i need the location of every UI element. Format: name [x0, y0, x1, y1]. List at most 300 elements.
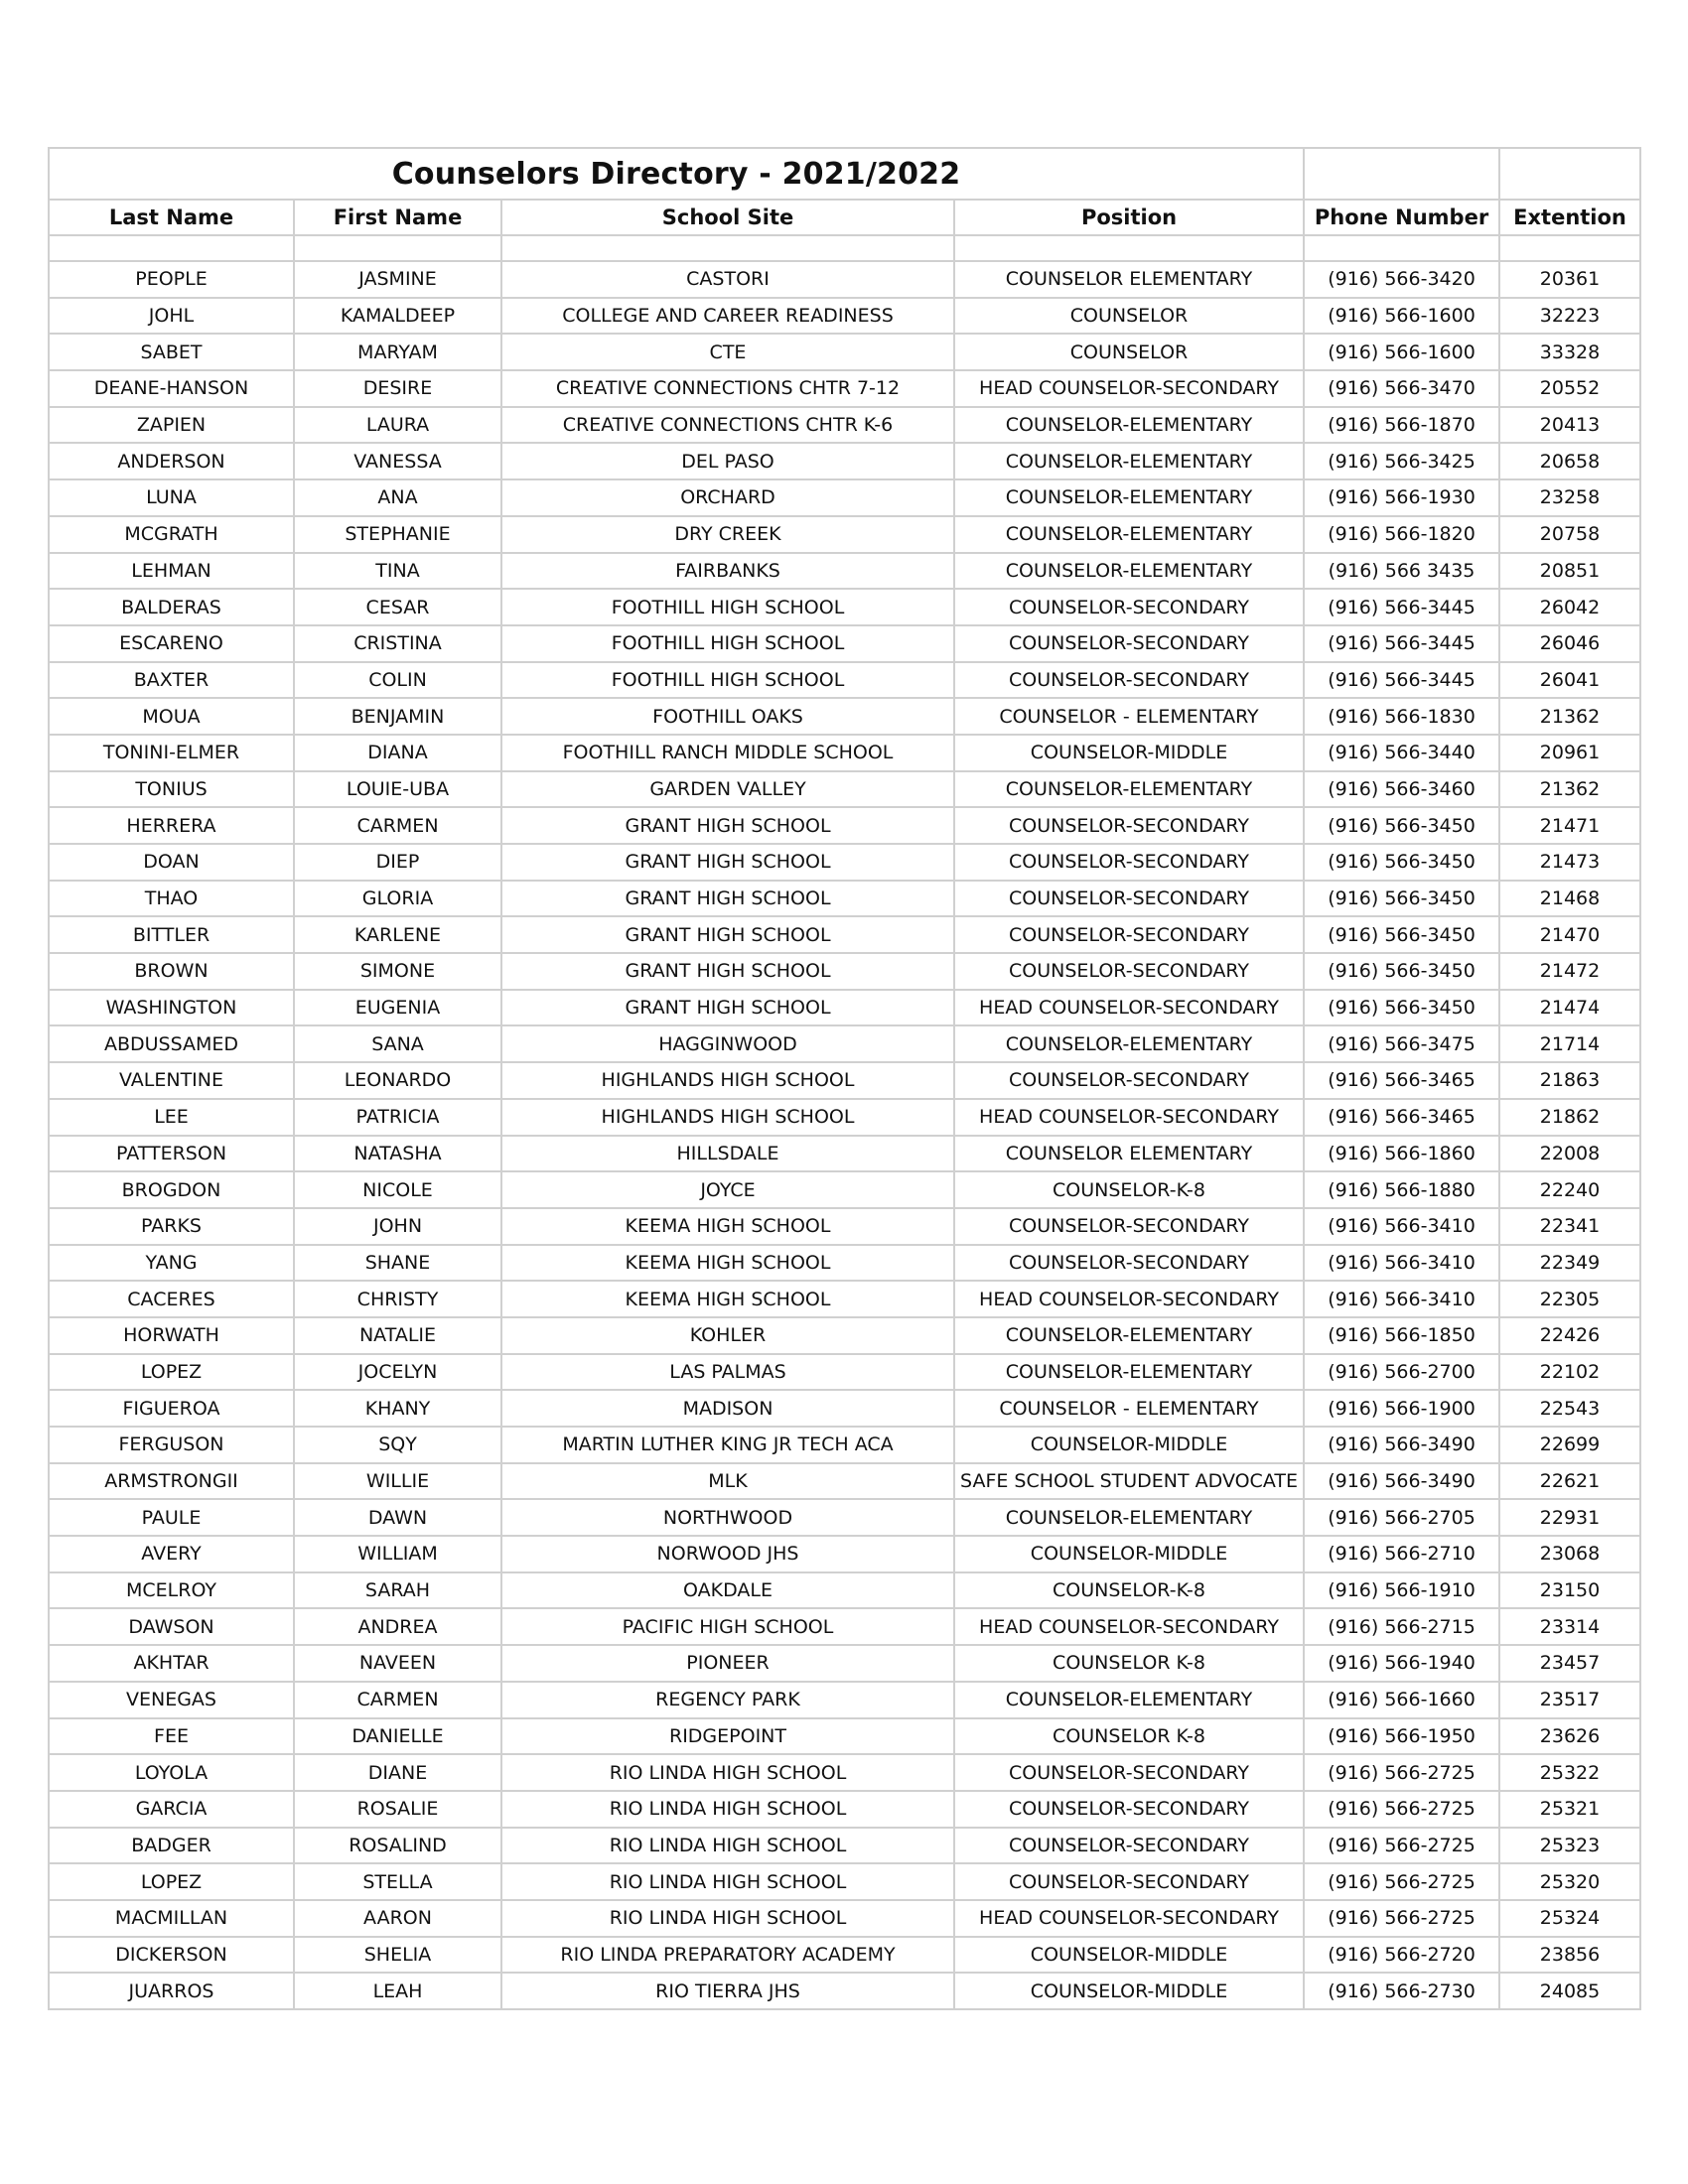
- first-name-cell: VANESSA: [294, 443, 501, 479]
- phone-number-cell: (916) 566-3425: [1304, 443, 1499, 479]
- column-header-school-site: School Site: [501, 200, 954, 235]
- extention-cell: 21472: [1499, 953, 1640, 990]
- table-row: [49, 1645, 1640, 1682]
- table-row: [49, 698, 1640, 735]
- table-row: [49, 1718, 1640, 1755]
- extention-cell: 25321: [1499, 1791, 1640, 1828]
- position-cell: COUNSELOR-SECONDARY: [954, 589, 1304, 625]
- first-name-cell: SQY: [294, 1427, 501, 1463]
- first-name-cell: STELLA: [294, 1863, 501, 1900]
- first-name-cell: DIEP: [294, 844, 501, 881]
- table-row: [49, 589, 1640, 625]
- table-row: [49, 516, 1640, 553]
- column-header-extention: Extention: [1499, 200, 1640, 235]
- extention-cell: 24085: [1499, 1973, 1640, 2009]
- last-name-cell: FEE: [49, 1718, 294, 1755]
- position-cell: COUNSELOR-ELEMENTARY: [954, 1317, 1304, 1354]
- phone-number-cell: (916) 566-2715: [1304, 1608, 1499, 1645]
- phone-number-cell: (916) 566-1820: [1304, 516, 1499, 553]
- school-site-cell: GRANT HIGH SCHOOL: [501, 953, 954, 990]
- last-name-cell: AKHTAR: [49, 1645, 294, 1682]
- position-cell: HEAD COUNSELOR-SECONDARY: [954, 1281, 1304, 1317]
- position-cell: COUNSELOR-SECONDARY: [954, 916, 1304, 953]
- first-name-cell: JASMINE: [294, 261, 501, 298]
- extention-cell: 22008: [1499, 1136, 1640, 1172]
- phone-number-cell: (916) 566-3450: [1304, 844, 1499, 881]
- school-site-cell: ORCHARD: [501, 479, 954, 516]
- school-site-cell: PACIFIC HIGH SCHOOL: [501, 1608, 954, 1645]
- position-cell: HEAD COUNSELOR-SECONDARY: [954, 1900, 1304, 1937]
- phone-number-cell: (916) 566-3460: [1304, 771, 1499, 808]
- table-row: [49, 553, 1640, 590]
- phone-number-cell: (916) 566-3445: [1304, 589, 1499, 625]
- position-cell: COUNSELOR-ELEMENTARY: [954, 407, 1304, 444]
- position-cell: COUNSELOR K-8: [954, 1718, 1304, 1755]
- school-site-cell: OAKDALE: [501, 1572, 954, 1609]
- extention-cell: 23856: [1499, 1937, 1640, 1974]
- title-row-empty-cell: [1499, 148, 1640, 200]
- phone-number-cell: (916) 566-1910: [1304, 1572, 1499, 1609]
- phone-number-cell: (916) 566-2730: [1304, 1973, 1499, 2009]
- last-name-cell: GARCIA: [49, 1791, 294, 1828]
- table-row: [49, 844, 1640, 881]
- position-cell: COUNSELOR-ELEMENTARY: [954, 479, 1304, 516]
- position-cell: COUNSELOR ELEMENTARY: [954, 1136, 1304, 1172]
- phone-number-cell: (916) 566-3410: [1304, 1281, 1499, 1317]
- extention-cell: 22305: [1499, 1281, 1640, 1317]
- school-site-cell: HILLSDALE: [501, 1136, 954, 1172]
- extention-cell: 21362: [1499, 698, 1640, 735]
- last-name-cell: ABDUSSAMED: [49, 1025, 294, 1062]
- extention-cell: 22426: [1499, 1317, 1640, 1354]
- table-row: [49, 881, 1640, 917]
- last-name-cell: DICKERSON: [49, 1937, 294, 1974]
- school-site-cell: PIONEER: [501, 1645, 954, 1682]
- school-site-cell: GRANT HIGH SCHOOL: [501, 916, 954, 953]
- position-cell: COUNSELOR-ELEMENTARY: [954, 1499, 1304, 1536]
- last-name-cell: DOAN: [49, 844, 294, 881]
- last-name-cell: PAULE: [49, 1499, 294, 1536]
- school-site-cell: HAGGINWOOD: [501, 1025, 954, 1062]
- table-row: [49, 916, 1640, 953]
- position-cell: COUNSELOR K-8: [954, 1645, 1304, 1682]
- table-row: [49, 1099, 1640, 1136]
- first-name-cell: DIANE: [294, 1754, 501, 1791]
- last-name-cell: LOPEZ: [49, 1863, 294, 1900]
- first-name-cell: PATRICIA: [294, 1099, 501, 1136]
- school-site-cell: GRANT HIGH SCHOOL: [501, 990, 954, 1026]
- phone-number-cell: (916) 566-2725: [1304, 1900, 1499, 1937]
- last-name-cell: TONINI-ELMER: [49, 735, 294, 771]
- school-site-cell: GARDEN VALLEY: [501, 771, 954, 808]
- last-name-cell: BADGER: [49, 1828, 294, 1864]
- last-name-cell: AVERY: [49, 1536, 294, 1572]
- table-row: [49, 1354, 1640, 1391]
- last-name-cell: ESCARENO: [49, 625, 294, 662]
- phone-number-cell: (916) 566-1830: [1304, 698, 1499, 735]
- first-name-cell: CESAR: [294, 589, 501, 625]
- school-site-cell: FOOTHILL RANCH MIDDLE SCHOOL: [501, 735, 954, 771]
- extention-cell: 32223: [1499, 298, 1640, 335]
- school-site-cell: RIO LINDA HIGH SCHOOL: [501, 1791, 954, 1828]
- first-name-cell: ANA: [294, 479, 501, 516]
- extention-cell: 22543: [1499, 1390, 1640, 1427]
- table-row: [49, 1208, 1640, 1245]
- phone-number-cell: (916) 566-1900: [1304, 1390, 1499, 1427]
- table-row: [49, 807, 1640, 844]
- phone-number-cell: (916) 566-2710: [1304, 1536, 1499, 1572]
- blank-spacer-row: [49, 235, 1640, 261]
- position-cell: COUNSELOR-ELEMENTARY: [954, 1025, 1304, 1062]
- first-name-cell: DANIELLE: [294, 1718, 501, 1755]
- extention-cell: 20413: [1499, 407, 1640, 444]
- position-cell: COUNSELOR-SECONDARY: [954, 1828, 1304, 1864]
- position-cell: HEAD COUNSELOR-SECONDARY: [954, 990, 1304, 1026]
- first-name-cell: ROSALIE: [294, 1791, 501, 1828]
- extention-cell: 20361: [1499, 261, 1640, 298]
- first-name-cell: DESIRE: [294, 370, 501, 407]
- phone-number-cell: (916) 566-3475: [1304, 1025, 1499, 1062]
- table-row: [49, 1937, 1640, 1974]
- first-name-cell: SARAH: [294, 1572, 501, 1609]
- first-name-cell: DAWN: [294, 1499, 501, 1536]
- last-name-cell: VENEGAS: [49, 1682, 294, 1718]
- school-site-cell: CREATIVE CONNECTIONS CHTR K-6: [501, 407, 954, 444]
- first-name-cell: NICOLE: [294, 1171, 501, 1208]
- school-site-cell: KEEMA HIGH SCHOOL: [501, 1208, 954, 1245]
- table-row: [49, 407, 1640, 444]
- table-row: [49, 1136, 1640, 1172]
- phone-number-cell: (916) 566-1940: [1304, 1645, 1499, 1682]
- last-name-cell: LUNA: [49, 479, 294, 516]
- last-name-cell: MCELROY: [49, 1572, 294, 1609]
- first-name-cell: SIMONE: [294, 953, 501, 990]
- table-row: [49, 625, 1640, 662]
- first-name-cell: EUGENIA: [294, 990, 501, 1026]
- first-name-cell: JOHN: [294, 1208, 501, 1245]
- first-name-cell: NATALIE: [294, 1317, 501, 1354]
- school-site-cell: CTE: [501, 334, 954, 370]
- phone-number-cell: (916) 566-3490: [1304, 1427, 1499, 1463]
- extention-cell: 20658: [1499, 443, 1640, 479]
- first-name-cell: NATASHA: [294, 1136, 501, 1172]
- table-row: [49, 1317, 1640, 1354]
- extention-cell: 20552: [1499, 370, 1640, 407]
- first-name-cell: STEPHANIE: [294, 516, 501, 553]
- last-name-cell: BROWN: [49, 953, 294, 990]
- first-name-cell: KAMALDEEP: [294, 298, 501, 335]
- first-name-cell: NAVEEN: [294, 1645, 501, 1682]
- first-name-cell: BENJAMIN: [294, 698, 501, 735]
- extention-cell: 21714: [1499, 1025, 1640, 1062]
- school-site-cell: FOOTHILL HIGH SCHOOL: [501, 662, 954, 699]
- position-cell: COUNSELOR-SECONDARY: [954, 662, 1304, 699]
- table-row: [49, 443, 1640, 479]
- position-cell: COUNSELOR-MIDDLE: [954, 1427, 1304, 1463]
- last-name-cell: FIGUEROA: [49, 1390, 294, 1427]
- column-header-row: [49, 200, 1640, 235]
- position-cell: COUNSELOR-ELEMENTARY: [954, 771, 1304, 808]
- table-row: [49, 1062, 1640, 1099]
- last-name-cell: PATTERSON: [49, 1136, 294, 1172]
- table-row: [49, 261, 1640, 298]
- last-name-cell: LOYOLA: [49, 1754, 294, 1791]
- first-name-cell: MARYAM: [294, 334, 501, 370]
- position-cell: COUNSELOR-ELEMENTARY: [954, 553, 1304, 590]
- phone-number-cell: (916) 566 3435: [1304, 553, 1499, 590]
- school-site-cell: CASTORI: [501, 261, 954, 298]
- extention-cell: 21362: [1499, 771, 1640, 808]
- position-cell: HEAD COUNSELOR-SECONDARY: [954, 370, 1304, 407]
- table-row: [49, 735, 1640, 771]
- extention-cell: 22240: [1499, 1171, 1640, 1208]
- school-site-cell: CREATIVE CONNECTIONS CHTR 7-12: [501, 370, 954, 407]
- first-name-cell: CRISTINA: [294, 625, 501, 662]
- phone-number-cell: (916) 566-3420: [1304, 261, 1499, 298]
- last-name-cell: DEANE-HANSON: [49, 370, 294, 407]
- phone-number-cell: (916) 566-1950: [1304, 1718, 1499, 1755]
- phone-number-cell: (916) 566-2705: [1304, 1499, 1499, 1536]
- school-site-cell: MLK: [501, 1463, 954, 1500]
- school-site-cell: HIGHLANDS HIGH SCHOOL: [501, 1099, 954, 1136]
- table-row: [49, 1427, 1640, 1463]
- position-cell: COUNSELOR-SECONDARY: [954, 1062, 1304, 1099]
- table-row: [49, 953, 1640, 990]
- last-name-cell: BROGDON: [49, 1171, 294, 1208]
- phone-number-cell: (916) 566-2720: [1304, 1937, 1499, 1974]
- phone-number-cell: (916) 566-3445: [1304, 662, 1499, 699]
- school-site-cell: KEEMA HIGH SCHOOL: [501, 1281, 954, 1317]
- table-row: [49, 1900, 1640, 1937]
- phone-number-cell: (916) 566-3450: [1304, 990, 1499, 1026]
- position-cell: COUNSELOR-SECONDARY: [954, 881, 1304, 917]
- phone-number-cell: (916) 566-3445: [1304, 625, 1499, 662]
- school-site-cell: RIO TIERRA JHS: [501, 1973, 954, 2009]
- last-name-cell: LEHMAN: [49, 553, 294, 590]
- table-row: [49, 334, 1640, 370]
- school-site-cell: RIO LINDA PREPARATORY ACADEMY: [501, 1937, 954, 1974]
- last-name-cell: PARKS: [49, 1208, 294, 1245]
- extention-cell: 22621: [1499, 1463, 1640, 1500]
- phone-number-cell: (916) 566-2725: [1304, 1863, 1499, 1900]
- position-cell: COUNSELOR-ELEMENTARY: [954, 1682, 1304, 1718]
- school-site-cell: FAIRBANKS: [501, 553, 954, 590]
- phone-number-cell: (916) 566-3450: [1304, 881, 1499, 917]
- first-name-cell: AARON: [294, 1900, 501, 1937]
- position-cell: COUNSELOR-SECONDARY: [954, 953, 1304, 990]
- phone-number-cell: (916) 566-3410: [1304, 1208, 1499, 1245]
- extention-cell: 25323: [1499, 1828, 1640, 1864]
- last-name-cell: YANG: [49, 1245, 294, 1282]
- last-name-cell: HERRERA: [49, 807, 294, 844]
- phone-number-cell: (916) 566-1870: [1304, 407, 1499, 444]
- table-row: [49, 1025, 1640, 1062]
- first-name-cell: SANA: [294, 1025, 501, 1062]
- extention-cell: 26046: [1499, 625, 1640, 662]
- position-cell: SAFE SCHOOL STUDENT ADVOCATE: [954, 1463, 1304, 1500]
- extention-cell: 23517: [1499, 1682, 1640, 1718]
- first-name-cell: ANDREA: [294, 1608, 501, 1645]
- counselors-directory-table: [48, 147, 1641, 2010]
- school-site-cell: GRANT HIGH SCHOOL: [501, 807, 954, 844]
- extention-cell: 21471: [1499, 807, 1640, 844]
- column-header-phone-number: Phone Number: [1304, 200, 1499, 235]
- phone-number-cell: (916) 566-3440: [1304, 735, 1499, 771]
- extention-cell: 21470: [1499, 916, 1640, 953]
- position-cell: COUNSELOR-K-8: [954, 1171, 1304, 1208]
- column-header-first-name: First Name: [294, 200, 501, 235]
- school-site-cell: RIDGEPOINT: [501, 1718, 954, 1755]
- phone-number-cell: (916) 566-2725: [1304, 1791, 1499, 1828]
- extention-cell: 23626: [1499, 1718, 1640, 1755]
- phone-number-cell: (916) 566-3470: [1304, 370, 1499, 407]
- school-site-cell: RIO LINDA HIGH SCHOOL: [501, 1863, 954, 1900]
- extention-cell: 22699: [1499, 1427, 1640, 1463]
- last-name-cell: PEOPLE: [49, 261, 294, 298]
- school-site-cell: DRY CREEK: [501, 516, 954, 553]
- phone-number-cell: (916) 566-1660: [1304, 1682, 1499, 1718]
- last-name-cell: JUARROS: [49, 1973, 294, 2009]
- last-name-cell: HORWATH: [49, 1317, 294, 1354]
- position-cell: COUNSELOR-SECONDARY: [954, 625, 1304, 662]
- school-site-cell: GRANT HIGH SCHOOL: [501, 844, 954, 881]
- table-row: [49, 1754, 1640, 1791]
- school-site-cell: FOOTHILL OAKS: [501, 698, 954, 735]
- extention-cell: 26042: [1499, 589, 1640, 625]
- school-site-cell: COLLEGE AND CAREER READINESS: [501, 298, 954, 335]
- first-name-cell: CARMEN: [294, 807, 501, 844]
- phone-number-cell: (916) 566-3490: [1304, 1463, 1499, 1500]
- first-name-cell: GLORIA: [294, 881, 501, 917]
- first-name-cell: LAURA: [294, 407, 501, 444]
- phone-number-cell: (916) 566-1600: [1304, 298, 1499, 335]
- extention-cell: 23258: [1499, 479, 1640, 516]
- extention-cell: 22349: [1499, 1245, 1640, 1282]
- last-name-cell: BALDERAS: [49, 589, 294, 625]
- position-cell: COUNSELOR-MIDDLE: [954, 735, 1304, 771]
- position-cell: COUNSELOR-SECONDARY: [954, 1245, 1304, 1282]
- table-row: [49, 479, 1640, 516]
- school-site-cell: GRANT HIGH SCHOOL: [501, 881, 954, 917]
- last-name-cell: MCGRATH: [49, 516, 294, 553]
- table-row: [49, 1245, 1640, 1282]
- school-site-cell: KEEMA HIGH SCHOOL: [501, 1245, 954, 1282]
- extention-cell: 21474: [1499, 990, 1640, 1026]
- table-row: [49, 1463, 1640, 1500]
- school-site-cell: FOOTHILL HIGH SCHOOL: [501, 625, 954, 662]
- table-row: [49, 1499, 1640, 1536]
- last-name-cell: LEE: [49, 1099, 294, 1136]
- extention-cell: 23150: [1499, 1572, 1640, 1609]
- phone-number-cell: (916) 566-1850: [1304, 1317, 1499, 1354]
- first-name-cell: KARLENE: [294, 916, 501, 953]
- table-row: [49, 298, 1640, 335]
- table-row: [49, 662, 1640, 699]
- first-name-cell: SHELIA: [294, 1937, 501, 1974]
- first-name-cell: LEONARDO: [294, 1062, 501, 1099]
- extention-cell: 22341: [1499, 1208, 1640, 1245]
- first-name-cell: LOUIE-UBA: [294, 771, 501, 808]
- first-name-cell: COLIN: [294, 662, 501, 699]
- last-name-cell: DAWSON: [49, 1608, 294, 1645]
- first-name-cell: WILLIE: [294, 1463, 501, 1500]
- phone-number-cell: (916) 566-3450: [1304, 953, 1499, 990]
- extention-cell: 21863: [1499, 1062, 1640, 1099]
- last-name-cell: BAXTER: [49, 662, 294, 699]
- position-cell: COUNSELOR-ELEMENTARY: [954, 443, 1304, 479]
- table-row: [49, 1281, 1640, 1317]
- position-cell: COUNSELOR-ELEMENTARY: [954, 1354, 1304, 1391]
- column-header-position: Position: [954, 200, 1304, 235]
- position-cell: COUNSELOR-SECONDARY: [954, 844, 1304, 881]
- position-cell: COUNSELOR-MIDDLE: [954, 1973, 1304, 2009]
- extention-cell: 20961: [1499, 735, 1640, 771]
- extention-cell: 23457: [1499, 1645, 1640, 1682]
- last-name-cell: ZAPIEN: [49, 407, 294, 444]
- last-name-cell: FERGUSON: [49, 1427, 294, 1463]
- phone-number-cell: (916) 566-3450: [1304, 807, 1499, 844]
- phone-number-cell: (916) 566-2700: [1304, 1354, 1499, 1391]
- position-cell: COUNSELOR - ELEMENTARY: [954, 698, 1304, 735]
- phone-number-cell: (916) 566-3465: [1304, 1099, 1499, 1136]
- last-name-cell: ARMSTRONGII: [49, 1463, 294, 1500]
- extention-cell: 25324: [1499, 1900, 1640, 1937]
- first-name-cell: LEAH: [294, 1973, 501, 2009]
- last-name-cell: SABET: [49, 334, 294, 370]
- last-name-cell: MOUA: [49, 698, 294, 735]
- school-site-cell: NORTHWOOD: [501, 1499, 954, 1536]
- first-name-cell: DIANA: [294, 735, 501, 771]
- last-name-cell: BITTLER: [49, 916, 294, 953]
- extention-cell: 21468: [1499, 881, 1640, 917]
- last-name-cell: THAO: [49, 881, 294, 917]
- position-cell: COUNSELOR: [954, 298, 1304, 335]
- table-row: [49, 370, 1640, 407]
- position-cell: COUNSELOR ELEMENTARY: [954, 261, 1304, 298]
- phone-number-cell: (916) 566-1930: [1304, 479, 1499, 516]
- directory-rows: [49, 261, 1640, 2009]
- extention-cell: 23314: [1499, 1608, 1640, 1645]
- table-row: [49, 1863, 1640, 1900]
- school-site-cell: DEL PASO: [501, 443, 954, 479]
- table-row: [49, 1536, 1640, 1572]
- column-header-last-name: Last Name: [49, 200, 294, 235]
- first-name-cell: CARMEN: [294, 1682, 501, 1718]
- position-cell: COUNSELOR-SECONDARY: [954, 1208, 1304, 1245]
- title-row: [49, 148, 1640, 200]
- title-row-empty-cell: [1304, 148, 1499, 200]
- phone-number-cell: (916) 566-2725: [1304, 1754, 1499, 1791]
- extention-cell: 20851: [1499, 553, 1640, 590]
- first-name-cell: CHRISTY: [294, 1281, 501, 1317]
- position-cell: COUNSELOR-ELEMENTARY: [954, 516, 1304, 553]
- extention-cell: 21862: [1499, 1099, 1640, 1136]
- phone-number-cell: (916) 566-1860: [1304, 1136, 1499, 1172]
- last-name-cell: MACMILLAN: [49, 1900, 294, 1937]
- school-site-cell: NORWOOD JHS: [501, 1536, 954, 1572]
- last-name-cell: TONIUS: [49, 771, 294, 808]
- school-site-cell: FOOTHILL HIGH SCHOOL: [501, 589, 954, 625]
- table-row: [49, 1682, 1640, 1718]
- school-site-cell: JOYCE: [501, 1171, 954, 1208]
- position-cell: COUNSELOR-MIDDLE: [954, 1536, 1304, 1572]
- table-row: [49, 1791, 1640, 1828]
- school-site-cell: RIO LINDA HIGH SCHOOL: [501, 1828, 954, 1864]
- last-name-cell: JOHL: [49, 298, 294, 335]
- table-row: [49, 1608, 1640, 1645]
- last-name-cell: LOPEZ: [49, 1354, 294, 1391]
- extention-cell: 33328: [1499, 334, 1640, 370]
